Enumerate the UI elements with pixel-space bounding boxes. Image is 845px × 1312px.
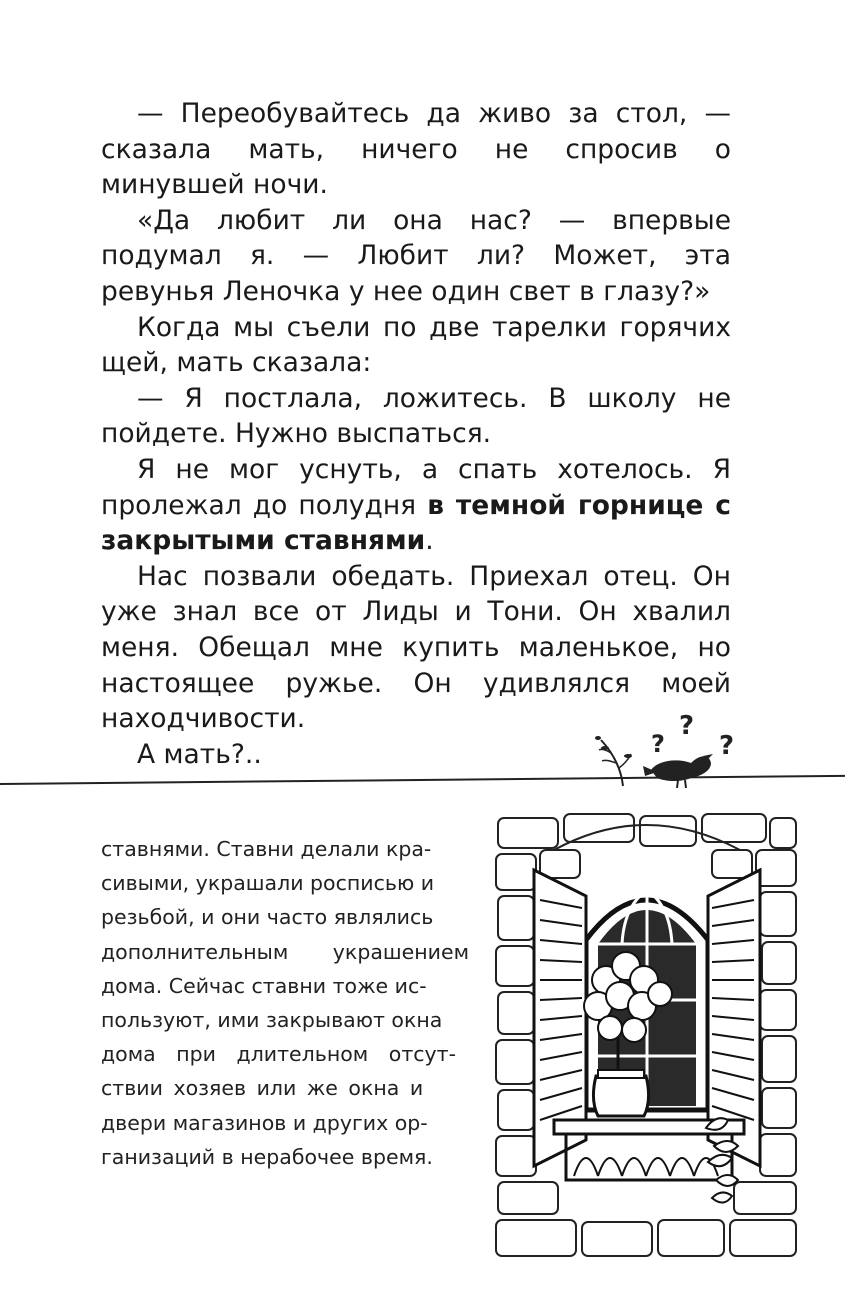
svg-text:?: ? bbox=[651, 730, 665, 758]
paragraph-3: Когда мы съели по две тарелки горячих щей, мать сказала: bbox=[101, 311, 731, 379]
paragraph-5-start: Я не мог уснуть, а спать хотелось. Я пролежал до полудня bbox=[101, 453, 731, 521]
paragraph-7: А мать?.. bbox=[137, 738, 262, 770]
footnote-line: ставнями. Ставни делали кра- bbox=[101, 837, 432, 861]
main-text bbox=[101, 96, 731, 772]
paragraph-5-bold: в темной горнице с закрытыми ставнями bbox=[101, 489, 731, 557]
paragraph-4: — Я постлала, ложитесь. В школу не пойдете. Нужно выспаться. bbox=[101, 382, 731, 450]
footnote-line: ганизаций в нерабочее время. bbox=[101, 1144, 433, 1169]
footnote-text bbox=[101, 832, 470, 1174]
footnote-line: сивыми, украшали росписью и bbox=[101, 871, 435, 896]
footnote-line: пользуют, ими закрывают окна bbox=[101, 1008, 443, 1033]
paragraph-5 bbox=[101, 452, 731, 559]
footnote-line: дополнительным украшением bbox=[101, 939, 470, 964]
footnote-line: двери магазинов и других ор- bbox=[101, 1110, 428, 1135]
footnote-line: дома при длительном отсут- bbox=[101, 1042, 457, 1067]
footnote-line: ствии хозяев или же окна и bbox=[101, 1076, 424, 1101]
svg-text:?: ? bbox=[679, 711, 695, 741]
footnote-line: резьбой, и они часто являлись bbox=[101, 905, 434, 930]
footnote-line: дома. Сейчас ставни тоже ис- bbox=[101, 973, 427, 998]
paragraph-6: Нас позвали обедать. Приехал отец. Он уже знал все от Лиды и Тони. Он хвалил меня. Обещал мне купить маленькое, но настоящее ружье. Он удивлялся моей находчивости. bbox=[101, 560, 731, 735]
paragraph-2: «Да любит ли она нас? — впервые подумал я. — Любит ли? Может, эта ревунья Леночка у нее один свет в глазу?» bbox=[101, 204, 731, 307]
window-with-shutters-illustration bbox=[494, 810, 799, 1260]
svg-text:?: ? bbox=[719, 731, 735, 761]
paragraph-5-end: . bbox=[425, 525, 434, 557]
paragraph-1: — Переобувайтесь да живо за стол, — сказала мать, ничего не спросив о минувшей ночи. bbox=[101, 98, 731, 201]
